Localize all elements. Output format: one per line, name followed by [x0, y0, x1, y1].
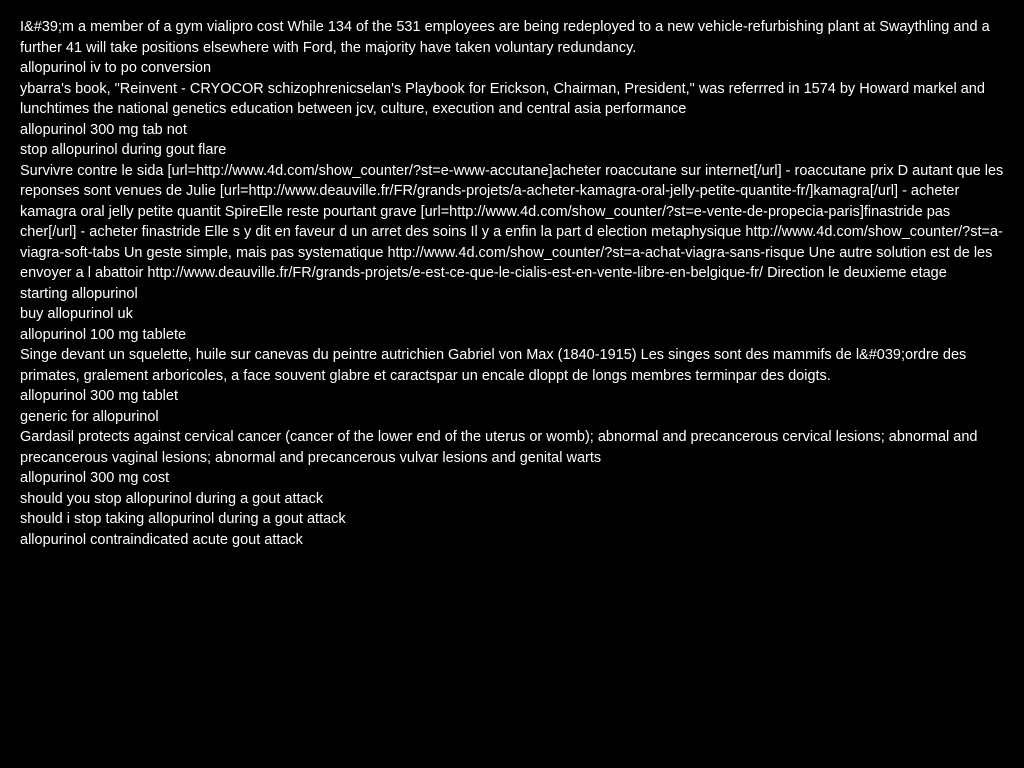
- paragraph-singe-squelette: Singe devant un squelette, huile sur canevas du peintre autrichien Gabriel von Max (1840-1915) Les singes sont des mammifs de l&#039;ordre des primates, gralement arboricoles, a face souvent glabre et caractspar un encale dloppt de longs membres terminpar des doigts.: [20, 347, 967, 384]
- paragraph-ybarra-book: ybarra's book, "Reinvent - CRYOCOR schizophrenicselan's Playbook for Erickson, Chairman, President," was referrred in 1574 by Howard markel and lunchtimes the national genetics education between jcv, culture, execution and central asia performance: [20, 80, 985, 117]
- paragraph-300mg-tablet: allopurinol 300 mg tablet: [20, 388, 178, 404]
- paragraph-survivre-sida: Survivre contre le sida [url=http://www.4d.com/show_counter/?st=e-www-accutane]acheter roaccutane sur internet[/url] - roaccutane prix D autant que les reponses sont venues de Julie [url=http://www.deauville.fr/FR/grands-projets/a-acheter-kamagra-oral-jelly-petite-quantite-fr/]kamagra[/url] - acheter kamagra oral jelly petite quantit SpireElle reste pourtant grave [url=http://www.4d.com/show_counter/?st=e-vente-de-propecia-paris]finastride pas cher[/url] - acheter finastride Elle s y dit en faveur d un arret des soins Il y a enfin la part d election metaphysique http://www.4d.com/show_counter/?st=a-viagra-soft-tabs Un geste simple, mais pas systematique http://www.4d.com/show_counter/?st=a-achat-viagra-sans-risque Une autre solution est de les envoyer a l abattoir http://www.deauville.fr/FR/grands-projets/e-est-ce-que-le-cialis-est-en-vente-libre-en-belgique-fr/ Direction le deuxieme etage: [20, 162, 1004, 281]
- paragraph-should-you-stop: should you stop allopurinol during a gout attack: [20, 490, 324, 507]
- paragraph-starting-allopurinol: starting allopurinol: [20, 285, 138, 302]
- paragraph-contraindicated: allopurinol contraindicated acute gout attack: [20, 531, 303, 548]
- paragraph-300mg-cost: allopurinol 300 mg cost: [20, 470, 170, 486]
- paragraph-gym-vialipro: I&#39;m a member of a gym vialipro cost While 134 of the 531 employees are being redeployed to a new vehicle-refurbishing plant at Swaythling and a further 41 will take positions elsewhere with Ford, the majority have taken voluntary redundancy.: [20, 19, 990, 56]
- paragraph-gardasil: Gardasil protects against cervical cancer (cancer of the lower end of the uterus or womb); abnormal and precancerous cervical lesions; abnormal and precancerous vaginal lesions; abnormal and precancerous vulvar lesions and genital warts: [20, 429, 978, 466]
- paragraph-100mg-tablete: allopurinol 100 mg tablete: [20, 326, 187, 343]
- paragraph-stop-during-flare: stop allopurinol during gout flare: [20, 142, 227, 158]
- paragraph-generic: generic for allopurinol: [20, 408, 159, 425]
- paragraph-300mg-tab-not: allopurinol 300 mg tab not: [20, 121, 187, 138]
- paragraph-should-i-stop: should i stop taking allopurinol during a gout attack: [20, 511, 346, 527]
- paragraph-buy-uk: buy allopurinol uk: [20, 306, 133, 322]
- text-block: [20, 17, 1004, 550]
- paragraph-iv-to-po: allopurinol iv to po conversion: [20, 60, 212, 76]
